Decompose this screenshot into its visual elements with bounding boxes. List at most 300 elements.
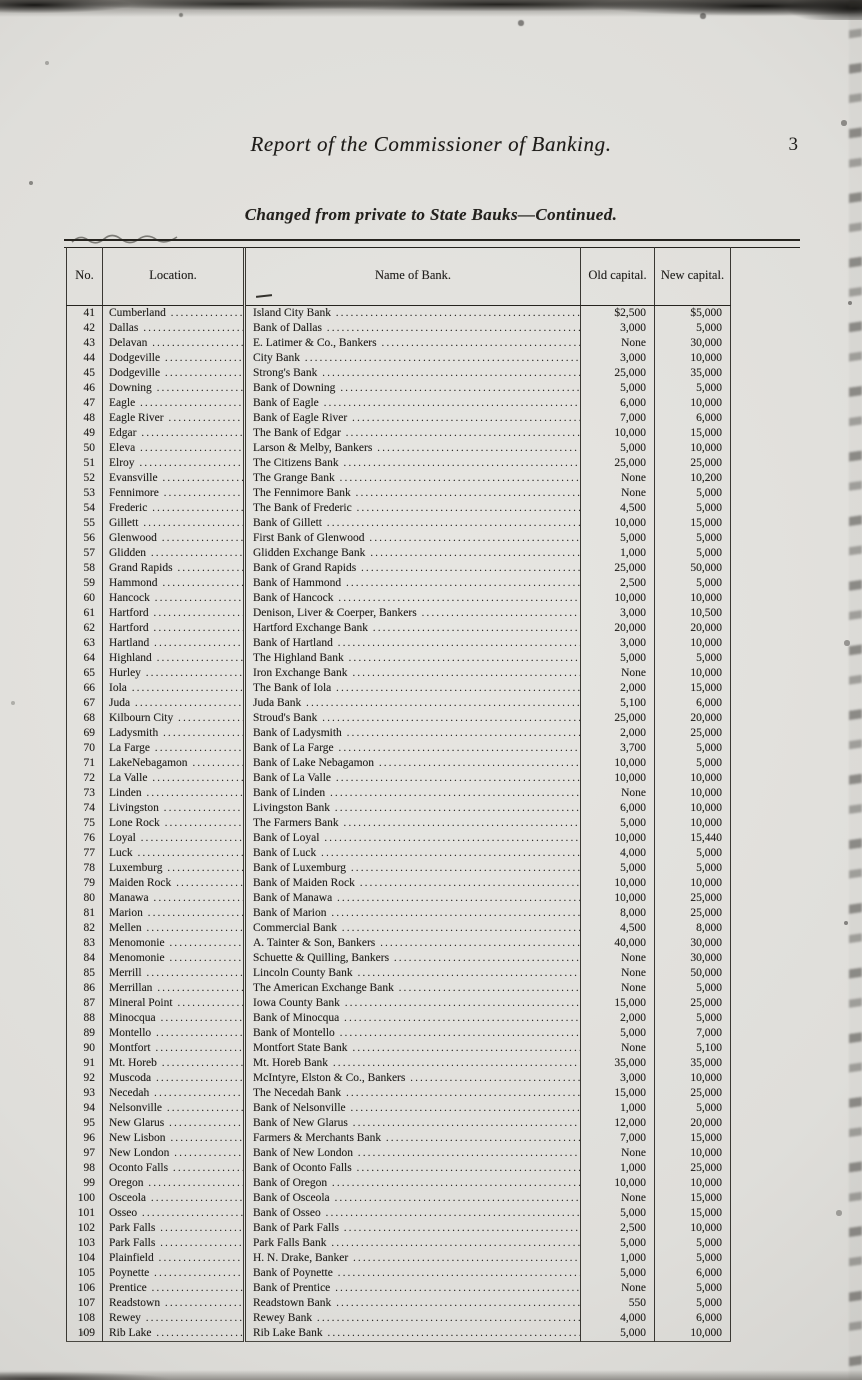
table-row — [67, 1041, 731, 1056]
row-location: Hartland ..... — [103, 636, 245, 651]
row-no: 89 — [83, 1027, 95, 1039]
row-bank-name: Mt. Horeb Bank ..... — [245, 1056, 581, 1071]
row-old-capital: 5,000 — [581, 1266, 655, 1281]
table-row — [67, 891, 731, 906]
row-location: Prentice ..... — [103, 1281, 245, 1296]
table-row — [67, 861, 731, 876]
row-no: 98 — [83, 1162, 95, 1174]
table-row — [67, 1206, 731, 1221]
row-old-capital: 5,000 — [581, 651, 655, 666]
row-location: Montfort ..... — [103, 1041, 245, 1056]
row-no: 50 — [83, 442, 95, 454]
row-old-capital: 3,000 — [581, 351, 655, 366]
row-old-capital: 25,000 — [581, 561, 655, 576]
scan-speckles-artifact — [0, 0, 2, 2]
row-no: 73 — [83, 787, 95, 799]
row-location: La Farge ..... — [103, 741, 245, 756]
row-bank-name: Bank of La Farge ..... — [245, 741, 581, 756]
row-bank-name: Stroud's Bank ..... — [245, 711, 581, 726]
row-old-capital: 7,000 — [581, 1131, 655, 1146]
row-no: 75 — [83, 817, 95, 829]
row-old-capital: 2,000 — [581, 726, 655, 741]
row-no: 103 — [77, 1237, 95, 1249]
row-location: Evansville ..... — [103, 471, 245, 486]
row-new-capital: 15,000 — [655, 681, 731, 696]
row-new-capital: 10,000 — [655, 1071, 731, 1086]
row-bank-name: Juda Bank ..... — [245, 696, 581, 711]
table-row — [67, 1311, 731, 1326]
row-bank-name: Farmers & Merchants Bank ..... — [245, 1131, 581, 1146]
row-no: 57 — [83, 547, 95, 559]
col-header-old-capital: Old capital. — [581, 247, 655, 306]
row-location: Oregon ..... — [103, 1176, 245, 1191]
row-new-capital: $5,000 — [655, 306, 731, 322]
row-new-capital: 10,500 — [655, 606, 731, 621]
table-row — [67, 501, 731, 516]
row-bank-name: E. Latimer & Co., Bankers ..... — [245, 336, 581, 351]
row-old-capital: 4,500 — [581, 501, 655, 516]
table-row — [67, 876, 731, 891]
row-bank-name: Bank of Hartland ..... — [245, 636, 581, 651]
row-bank-name: The Fennimore Bank ..... — [245, 486, 581, 501]
row-no: 56 — [83, 532, 95, 544]
row-bank-name: H. N. Drake, Banker ..... — [245, 1251, 581, 1266]
table-row — [67, 561, 731, 576]
row-location: Readstown ..... — [103, 1296, 245, 1311]
row-no: 76 — [83, 832, 95, 844]
row-no: 52 — [83, 472, 95, 484]
row-new-capital: 10,000 — [655, 1146, 731, 1161]
row-old-capital: 1,000 — [581, 1161, 655, 1176]
row-no: 51 — [83, 457, 95, 469]
row-old-capital: 1,000 — [581, 1101, 655, 1116]
row-no: 42 — [83, 322, 95, 334]
row-bank-name: The Grange Bank ..... — [245, 471, 581, 486]
row-old-capital: 10,000 — [581, 426, 655, 441]
row-no: 62 — [83, 622, 95, 634]
row-no: 63 — [83, 637, 95, 649]
row-bank-name: Bank of Montello ..... — [245, 1026, 581, 1041]
row-bank-name: Montfort State Bank ..... — [245, 1041, 581, 1056]
row-old-capital: None — [581, 471, 655, 486]
table-row — [67, 1296, 731, 1311]
row-bank-name: Bank of Eagle River ..... — [245, 411, 581, 426]
row-new-capital: 5,000 — [655, 861, 731, 876]
table-caption: Changed from private to State Bauks—Continued. — [244, 205, 618, 224]
row-new-capital: 5,000 — [655, 531, 731, 546]
row-location: Hartford ..... — [103, 621, 245, 636]
row-new-capital: 5,000 — [655, 546, 731, 561]
row-old-capital: 8,000 — [581, 906, 655, 921]
row-bank-name: Rewey Bank ..... — [245, 1311, 581, 1326]
row-no: 105 — [77, 1267, 95, 1279]
row-no: 49 — [83, 427, 95, 439]
row-new-capital: 10,000 — [655, 396, 731, 411]
row-location: Kilbourn City ..... — [103, 711, 245, 726]
row-location: Hartford ..... — [103, 606, 245, 621]
row-new-capital: 10,000 — [655, 636, 731, 651]
row-bank-name: Bank of Downing ..... — [245, 381, 581, 396]
table-row — [67, 621, 731, 636]
row-no: 67 — [83, 697, 95, 709]
row-new-capital: 25,000 — [655, 891, 731, 906]
row-location: Dallas ..... — [103, 321, 245, 336]
row-bank-name: Park Falls Bank ..... — [245, 1236, 581, 1251]
row-location: Plainfield ..... — [103, 1251, 245, 1266]
row-bank-name: Bank of Loyal ..... — [245, 831, 581, 846]
row-new-capital: 10,000 — [655, 351, 731, 366]
row-bank-name: City Bank ..... — [245, 351, 581, 366]
row-new-capital: 35,000 — [655, 366, 731, 381]
row-old-capital: 25,000 — [581, 366, 655, 381]
row-location: Mellen ..... — [103, 921, 245, 936]
table-row — [67, 1086, 731, 1101]
row-bank-name: Bank of La Valle ..... — [245, 771, 581, 786]
row-old-capital: 10,000 — [581, 771, 655, 786]
row-new-capital: 5,000 — [655, 486, 731, 501]
row-old-capital: 5,000 — [581, 861, 655, 876]
row-no: 53 — [83, 487, 95, 499]
row-new-capital: 10,000 — [655, 876, 731, 891]
row-bank-name: Bank of New London ..... — [245, 1146, 581, 1161]
row-old-capital: None — [581, 1041, 655, 1056]
row-old-capital: None — [581, 1146, 655, 1161]
page-header — [0, 132, 862, 162]
row-old-capital: None — [581, 951, 655, 966]
row-no: 100 — [77, 1192, 95, 1204]
row-location: Osceola ..... — [103, 1191, 245, 1206]
row-location: Delavan ..... — [103, 336, 245, 351]
row-new-capital: 25,000 — [655, 456, 731, 471]
row-no: 99 — [83, 1177, 95, 1189]
row-location: Fennimore ..... — [103, 486, 245, 501]
table-row — [67, 1191, 731, 1206]
row-old-capital: 15,000 — [581, 1086, 655, 1101]
row-old-capital: 2,000 — [581, 1011, 655, 1026]
row-no: 85 — [83, 967, 95, 979]
row-no: 47 — [83, 397, 95, 409]
row-old-capital: 10,000 — [581, 831, 655, 846]
row-new-capital: 10,000 — [655, 591, 731, 606]
table-row — [67, 831, 731, 846]
row-bank-name: The Bank of Edgar ..... — [245, 426, 581, 441]
row-location: Muscoda ..... — [103, 1071, 245, 1086]
row-bank-name: Strong's Bank ..... — [245, 366, 581, 381]
row-new-capital: 30,000 — [655, 936, 731, 951]
row-no: 59 — [83, 577, 95, 589]
row-bank-name: Bank of Ladysmith ..... — [245, 726, 581, 741]
row-bank-name: The Citizens Bank ..... — [245, 456, 581, 471]
row-no: 102 — [77, 1222, 95, 1234]
row-old-capital: 10,000 — [581, 516, 655, 531]
table-row — [67, 546, 731, 561]
row-new-capital: 5,000 — [655, 576, 731, 591]
row-location: Rib Lake ..... — [103, 1326, 245, 1342]
row-no: 69 — [83, 727, 95, 739]
row-location: Menomonie ..... — [103, 936, 245, 951]
row-bank-name: Bank of Marion ..... — [245, 906, 581, 921]
row-bank-name: Hartford Exchange Bank ..... — [245, 621, 581, 636]
table-row — [67, 696, 731, 711]
row-new-capital: 7,000 — [655, 1026, 731, 1041]
row-old-capital: 5,000 — [581, 1326, 655, 1342]
row-location: LakeNebagamon ..... — [103, 756, 245, 771]
row-old-capital: None — [581, 666, 655, 681]
row-no: 45 — [83, 367, 95, 379]
table-row — [67, 606, 731, 621]
page-title: Report of the Commissioner of Banking. — [250, 132, 612, 156]
row-location: Hammond ..... — [103, 576, 245, 591]
table-header — [67, 247, 731, 306]
row-location: Loyal ..... — [103, 831, 245, 846]
row-location: Nelsonville ..... — [103, 1101, 245, 1116]
scan-top-edge-artifact — [0, 0, 862, 20]
row-new-capital: 10,000 — [655, 1326, 731, 1342]
row-bank-name: Bank of Luxemburg ..... — [245, 861, 581, 876]
row-location: Lone Rock ..... — [103, 816, 245, 831]
row-bank-name: First Bank of Glenwood ..... — [245, 531, 581, 546]
row-bank-name: Bank of Osceola ..... — [245, 1191, 581, 1206]
row-new-capital: 10,000 — [655, 441, 731, 456]
table-row — [67, 681, 731, 696]
row-no: 79 — [83, 877, 95, 889]
row-bank-name: Denison, Liver & Coerper, Bankers ..... — [245, 606, 581, 621]
table-row — [67, 396, 731, 411]
row-new-capital: 6,000 — [655, 1266, 731, 1281]
row-new-capital: 6,000 — [655, 411, 731, 426]
row-no: 70 — [83, 742, 95, 754]
row-bank-name: The American Exchange Bank ..... — [245, 981, 581, 996]
row-old-capital: 25,000 — [581, 456, 655, 471]
row-old-capital: None — [581, 336, 655, 351]
table-row — [67, 1161, 731, 1176]
row-old-capital: 2,000 — [581, 681, 655, 696]
row-bank-name: Bank of Nelsonville ..... — [245, 1101, 581, 1116]
row-new-capital: 5,000 — [655, 846, 731, 861]
row-bank-name: Lincoln County Bank ..... — [245, 966, 581, 981]
table-row — [67, 426, 731, 441]
table-row — [67, 1236, 731, 1251]
row-old-capital: None — [581, 486, 655, 501]
row-location: Edgar ..... — [103, 426, 245, 441]
row-no: 72 — [83, 772, 95, 784]
row-bank-name: The Highland Bank ..... — [245, 651, 581, 666]
row-old-capital: 3,000 — [581, 1071, 655, 1086]
row-no: 92 — [83, 1072, 95, 1084]
table-row — [67, 1131, 731, 1146]
scan-bottom-edge-artifact — [0, 1370, 862, 1380]
row-old-capital: 5,000 — [581, 441, 655, 456]
table-row — [67, 666, 731, 681]
row-location: Downing ..... — [103, 381, 245, 396]
row-location: Eagle River ..... — [103, 411, 245, 426]
row-location: Eleva ..... — [103, 441, 245, 456]
row-old-capital: 3,000 — [581, 606, 655, 621]
scan-squiggle-artifact — [70, 233, 180, 247]
row-old-capital: 5,000 — [581, 1206, 655, 1221]
row-bank-name: Bank of Poynette ..... — [245, 1266, 581, 1281]
table-row — [67, 786, 731, 801]
row-no: 104 — [77, 1252, 95, 1264]
row-bank-name: Rib Lake Bank ..... — [245, 1326, 581, 1342]
table-row — [67, 306, 731, 322]
row-no: 87 — [83, 997, 95, 1009]
row-old-capital: 20,000 — [581, 621, 655, 636]
row-bank-name: Bank of Hancock ..... — [245, 591, 581, 606]
row-location: Poynette ..... — [103, 1266, 245, 1281]
table-row — [67, 486, 731, 501]
row-new-capital: 25,000 — [655, 1086, 731, 1101]
row-old-capital: 10,000 — [581, 756, 655, 771]
table-row — [67, 381, 731, 396]
row-no: 44 — [83, 352, 95, 364]
row-location: Ladysmith ..... — [103, 726, 245, 741]
row-old-capital: 2,500 — [581, 576, 655, 591]
table-row — [67, 846, 731, 861]
row-location: Rewey ..... — [103, 1311, 245, 1326]
row-new-capital: 5,000 — [655, 1296, 731, 1311]
row-location: Osseo ..... — [103, 1206, 245, 1221]
row-new-capital: 10,000 — [655, 1176, 731, 1191]
row-new-capital: 6,000 — [655, 1311, 731, 1326]
row-old-capital: 4,500 — [581, 921, 655, 936]
row-location: Dodgeville ..... — [103, 351, 245, 366]
row-bank-name: Glidden Exchange Bank ..... — [245, 546, 581, 561]
table-row — [67, 1266, 731, 1281]
row-new-capital: 20,000 — [655, 711, 731, 726]
row-no: 90 — [83, 1042, 95, 1054]
row-new-capital: 30,000 — [655, 951, 731, 966]
row-new-capital: 25,000 — [655, 726, 731, 741]
table-row — [67, 366, 731, 381]
row-bank-name: Bank of Luck ..... — [245, 846, 581, 861]
table-row — [67, 1176, 731, 1191]
row-location: Merrillan ..... — [103, 981, 245, 996]
row-location: Glenwood ..... — [103, 531, 245, 546]
row-bank-name: The Bank of Iola ..... — [245, 681, 581, 696]
row-no: 66 — [83, 682, 95, 694]
row-old-capital: 7,000 — [581, 411, 655, 426]
row-new-capital: 30,000 — [655, 336, 731, 351]
table-row — [67, 726, 731, 741]
row-location: Park Falls ..... — [103, 1221, 245, 1236]
table-row — [67, 1056, 731, 1071]
table-row — [67, 1011, 731, 1026]
row-old-capital: 4,000 — [581, 846, 655, 861]
row-old-capital: 40,000 — [581, 936, 655, 951]
row-new-capital: 5,000 — [655, 1236, 731, 1251]
row-old-capital: 5,000 — [581, 816, 655, 831]
row-no: 58 — [83, 562, 95, 574]
row-location: New Glarus ..... — [103, 1116, 245, 1131]
table-row — [67, 411, 731, 426]
row-no: 106 — [77, 1282, 95, 1294]
table-row — [67, 771, 731, 786]
table-row — [67, 1146, 731, 1161]
row-no: 55 — [83, 517, 95, 529]
table-body — [67, 306, 731, 1342]
row-old-capital: 3,000 — [581, 636, 655, 651]
row-no: 43 — [83, 337, 95, 349]
row-new-capital: 10,000 — [655, 1221, 731, 1236]
row-bank-name: Bank of Oregon ..... — [245, 1176, 581, 1191]
row-new-capital: 5,000 — [655, 651, 731, 666]
row-old-capital: 5,000 — [581, 381, 655, 396]
row-location: Eagle ..... — [103, 396, 245, 411]
table-row — [67, 471, 731, 486]
row-no: 78 — [83, 862, 95, 874]
row-location: Dodgeville ..... — [103, 366, 245, 381]
row-old-capital: 10,000 — [581, 891, 655, 906]
table-row — [67, 576, 731, 591]
row-no: 101 — [77, 1207, 95, 1219]
row-old-capital: None — [581, 981, 655, 996]
row-location: New Lisbon ..... — [103, 1131, 245, 1146]
row-bank-name: Schuette & Quilling, Bankers ..... — [245, 951, 581, 966]
row-new-capital: 5,000 — [655, 321, 731, 336]
table-row — [67, 906, 731, 921]
row-new-capital: 25,000 — [655, 906, 731, 921]
row-bank-name: Bank of Minocqua ..... — [245, 1011, 581, 1026]
table-row — [67, 756, 731, 771]
row-no: 95 — [83, 1117, 95, 1129]
table-row — [67, 456, 731, 471]
row-no: 68 — [83, 712, 95, 724]
row-location: Frederic ..... — [103, 501, 245, 516]
row-no: 108 — [77, 1312, 95, 1324]
row-new-capital: 10,000 — [655, 771, 731, 786]
row-old-capital: 12,000 — [581, 1116, 655, 1131]
row-old-capital: 5,100 — [581, 696, 655, 711]
row-new-capital: 15,000 — [655, 1131, 731, 1146]
row-no: 83 — [83, 937, 95, 949]
row-old-capital: 6,000 — [581, 396, 655, 411]
row-no: 109 — [77, 1327, 95, 1339]
row-no: 46 — [83, 382, 95, 394]
row-no: 48 — [83, 412, 95, 424]
row-new-capital: 5,000 — [655, 1251, 731, 1266]
row-new-capital: 5,000 — [655, 1011, 731, 1026]
row-no: 94 — [83, 1102, 95, 1114]
table-row — [67, 636, 731, 651]
row-new-capital: 25,000 — [655, 996, 731, 1011]
row-new-capital: 35,000 — [655, 1056, 731, 1071]
row-new-capital: 20,000 — [655, 1116, 731, 1131]
table-row — [67, 351, 731, 366]
row-old-capital: 5,000 — [581, 1236, 655, 1251]
row-old-capital: 2,500 — [581, 1221, 655, 1236]
row-new-capital: 8,000 — [655, 921, 731, 936]
row-no: 80 — [83, 892, 95, 904]
table-row — [67, 651, 731, 666]
row-old-capital: 3,700 — [581, 741, 655, 756]
row-no: 74 — [83, 802, 95, 814]
row-bank-name: Bank of New Glarus ..... — [245, 1116, 581, 1131]
row-old-capital: 10,000 — [581, 1176, 655, 1191]
row-no: 81 — [83, 907, 95, 919]
table-row — [67, 1101, 731, 1116]
row-new-capital: 5,000 — [655, 501, 731, 516]
row-new-capital: 10,200 — [655, 471, 731, 486]
row-bank-name: Bank of Dallas ..... — [245, 321, 581, 336]
row-location: New London ..... — [103, 1146, 245, 1161]
row-bank-name: Iron Exchange Bank ..... — [245, 666, 581, 681]
row-new-capital: 15,000 — [655, 1206, 731, 1221]
table-row — [67, 921, 731, 936]
table-row — [67, 441, 731, 456]
row-bank-name: Bank of Lake Nebagamon ..... — [245, 756, 581, 771]
row-location: Menomonie ..... — [103, 951, 245, 966]
